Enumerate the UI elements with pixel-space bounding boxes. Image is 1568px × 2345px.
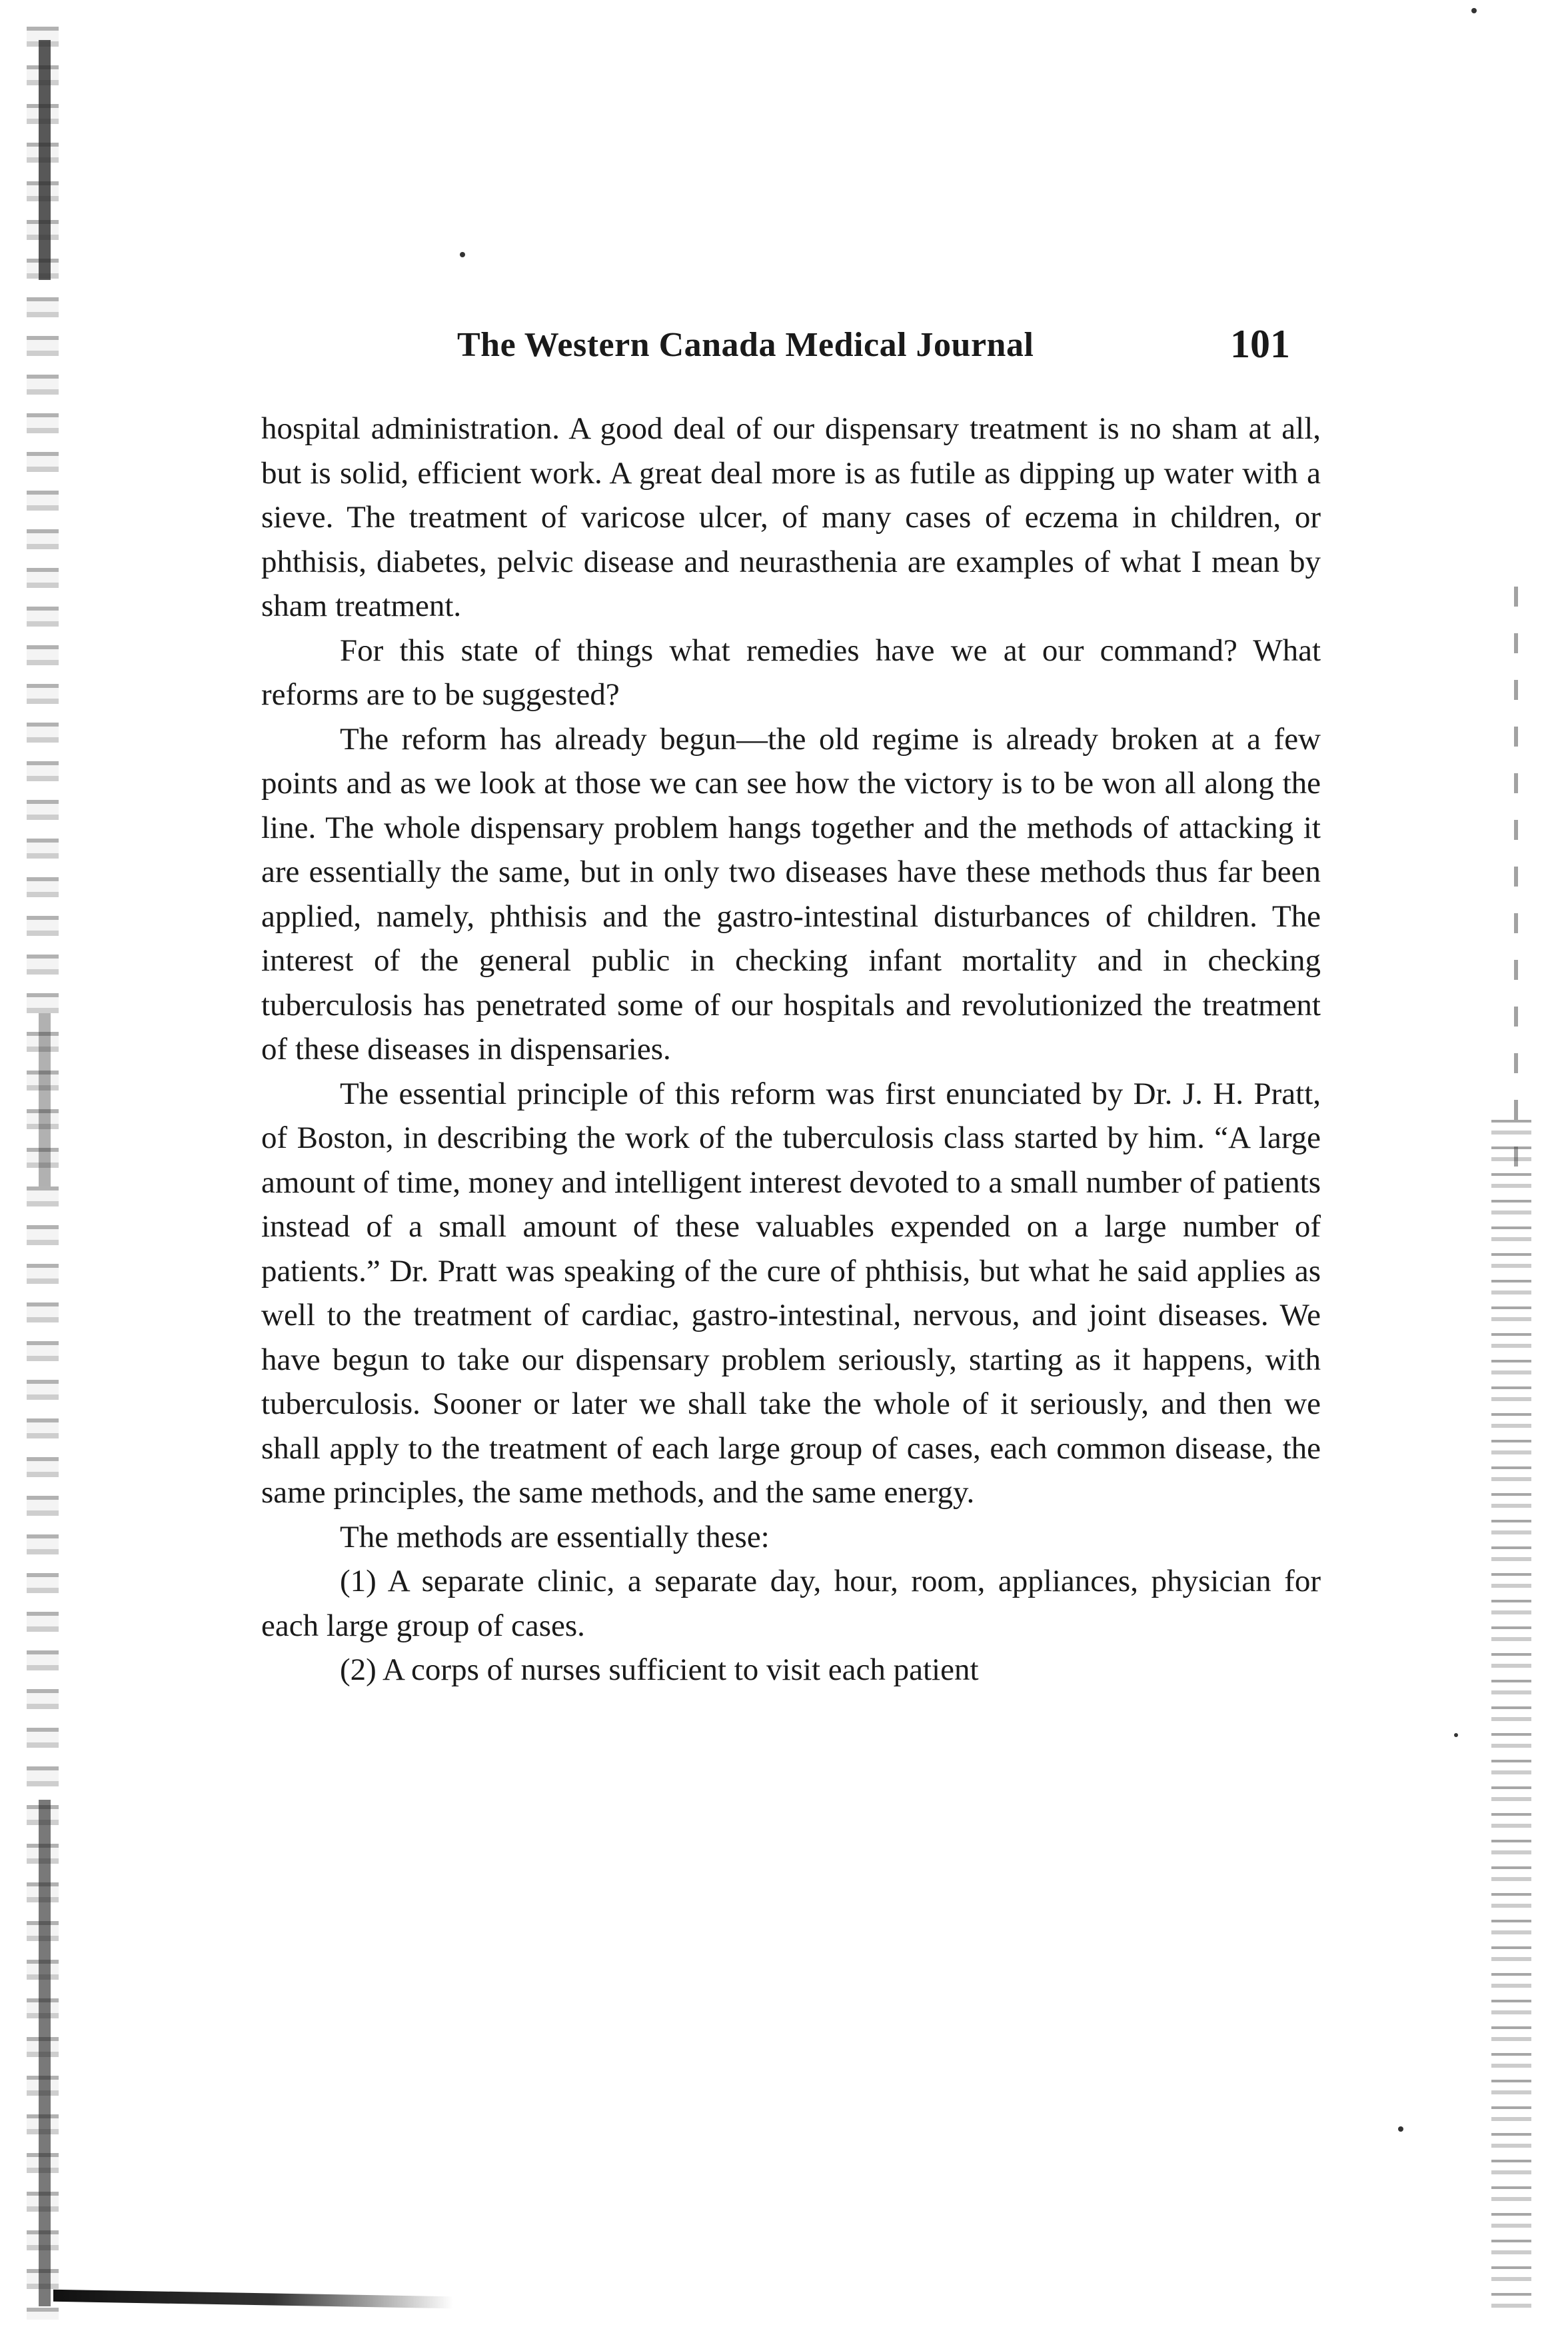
paragraph: The reform has already begun—the old regime is already broken at a few points and as we look at those we can see how the victory is to be won all along the line. The whole dispensary problem hangs together and the methods of attacking it are essentially the same, but in only two diseases have these methods thus far been applied, namely, phthisis and the gastro-intestinal disturbances of children. The interest of the general public in checking infant mortality and in checking tuberculosis has penetrated some of our hospitals and revolutionized the treatment of these diseases in dispensaries. <box>261 721 1321 1067</box>
scan-right-edge <box>1491 1120 1531 2320</box>
paragraph: For this state of things what remedies have we at our command? What reforms are to be suggested? <box>261 633 1321 712</box>
paragraph: The methods are essentially these: <box>340 1519 770 1554</box>
scan-speck <box>1454 1733 1458 1737</box>
scan-speck <box>1471 8 1477 13</box>
scan-binding-shadow-middle <box>39 1013 51 1186</box>
list-item: (2) A corps of nurses sufficient to visit each patient <box>340 1652 979 1687</box>
scan-binding-shadow <box>39 40 51 280</box>
paragraph: hospital administration. A good deal of our dispensary treatment is no sham at all, but is solid, efficient work. A great deal more is as futile as dipping up water with a sieve. The treatment of varicose ulcer, of many cases of eczema in children, or phthisis, diabetes, pelvic disease and neurasthenia are examples of what I mean by sham treatment. <box>261 411 1321 623</box>
scan-right-edge-line <box>1514 587 1518 1186</box>
paragraph: The essential principle of this reform was first enunciated by Dr. J. H. Pratt, of Boston, in describing the work of the tuberculosis class started by him. “A large amount of time, money and intelligent interest devoted to a small number of patients instead of a small amount of these valuables expended on a large number of patients.” Dr. Pratt was speaking of the cure of phthisis, but what he said applies as well to the treatment of cardiac, gastro-intestinal, nervous, and joint diseases. We have begun to take our dispensary problem seriously, starting as it happens, with tuberculosis. Sooner or later we shall take the whole of it seriously, and then we shall apply to the treatment of each large group of cases, each common disease, the same principles, the same methods, and the same energy. <box>261 1076 1321 1510</box>
scan-speck <box>1398 2126 1403 2132</box>
scan-speck <box>460 252 465 257</box>
article-body <box>261 407 1321 1692</box>
page-number: 101 <box>1230 322 1290 366</box>
scan-bottom-smudge <box>53 2290 453 2308</box>
running-title: The Western Canada Medical Journal <box>457 326 1034 364</box>
list-item: (1) A separate clinic, a separate day, hour, room, appliances, physician for each large group of cases. <box>261 1564 1321 1643</box>
scan-binding-shadow-lower <box>39 1800 51 2306</box>
page-header <box>457 322 1323 379</box>
